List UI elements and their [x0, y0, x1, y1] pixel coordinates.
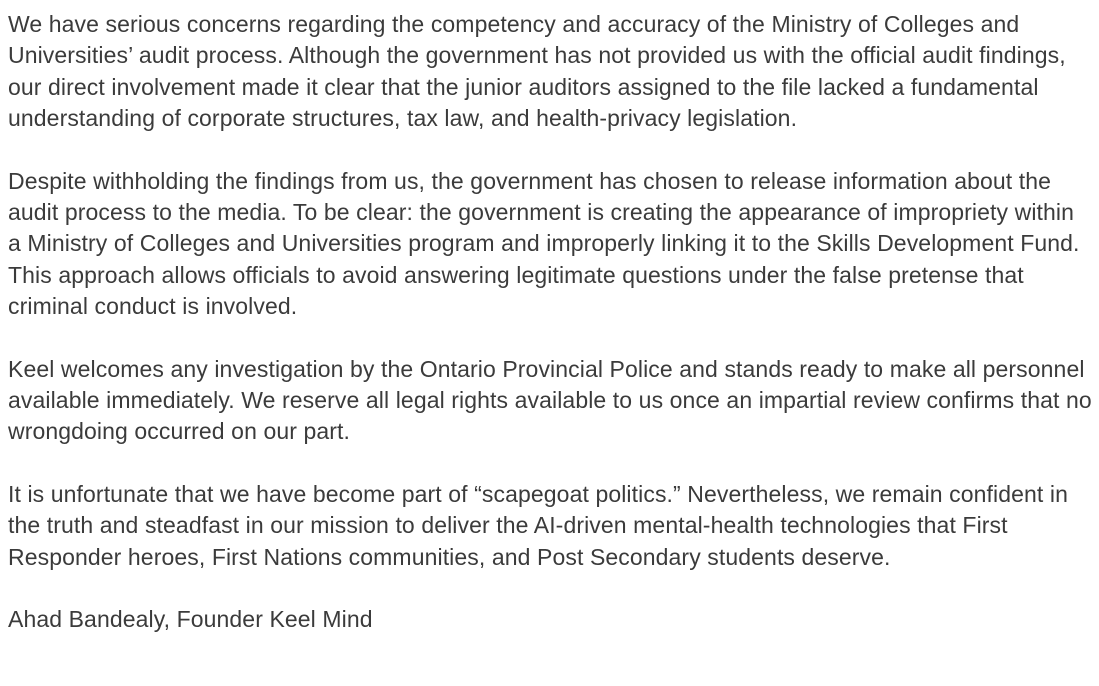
statement-paragraph-investigation-welcome: Keel welcomes any investigation by the Ontario Provincial Police and stands ready to make all personnel available immediately. We reserve all legal rights available to us once an impartial review confirms that no wrongdoing occurred on our part. — [8, 355, 1092, 445]
signature-line: Ahad Bandealy, Founder Keel Mind — [8, 606, 373, 633]
statement-paragraph-audit-concerns: We have serious concerns regarding the competency and accuracy of the Ministry of Colleges and Universities’ audit process. Although the government has not provided us with the official audit findings, our direct involvement made it clear that the junior auditors assigned to the file lacked a fundamental understanding of corporate structures, tax law, and health-privacy legislation. — [8, 11, 1066, 132]
statement-paragraph-scapegoat-politics: It is unfortunate that we have become part of “scapegoat politics.” Nevertheless, we remain confident in the truth and steadfast in our mission to deliver the AI-driven mental-health technologies that First Responder heroes, First Nations communities, and Post Secondary students deserve. — [8, 480, 1069, 570]
statement-paragraph-media-release: Despite withholding the findings from us, the government has chosen to release information about the audit process to the media. To be clear: the government is creating the appearance of impropriety within a Ministry of Colleges and Universities program and improperly linking it to the Skills Development Fund. This approach allows officials to avoid answering legitimate questions under the false pretense that criminal conduct is involved. — [8, 167, 1080, 320]
